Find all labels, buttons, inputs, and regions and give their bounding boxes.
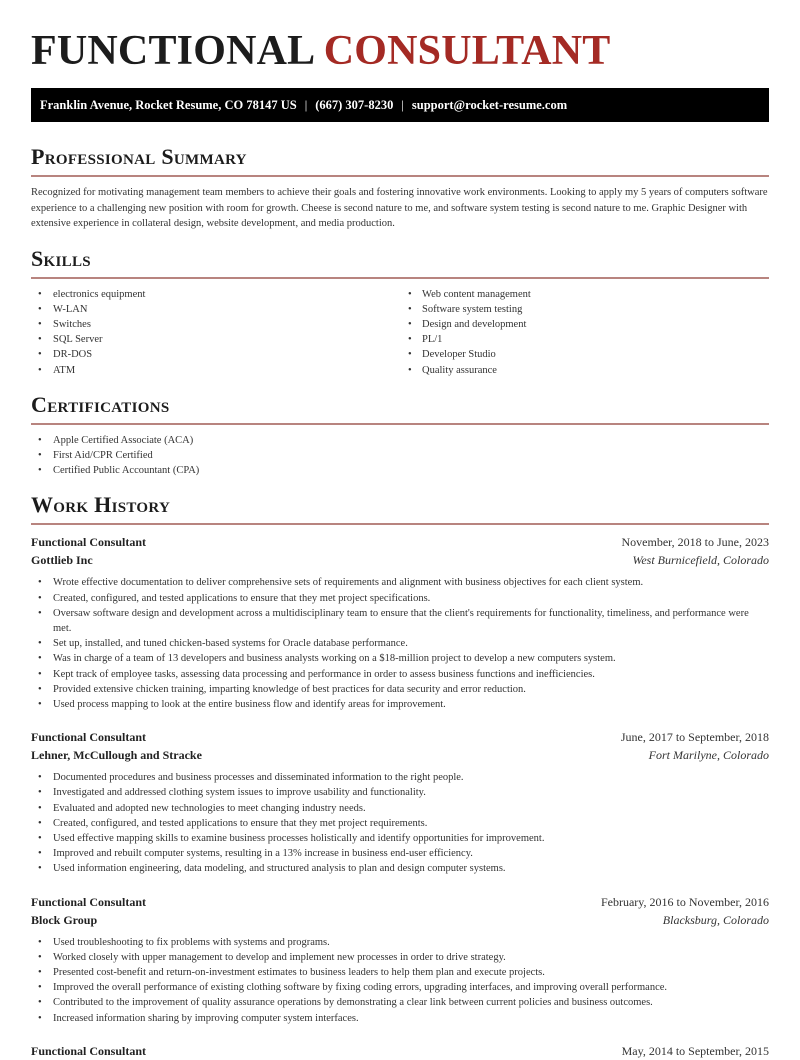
section-divider bbox=[31, 175, 769, 177]
job-dates: February, 2016 to November, 2016 bbox=[600, 894, 769, 909]
section-divider bbox=[31, 423, 769, 425]
section-heading: Certifications bbox=[31, 391, 170, 417]
job-bullet: • Used troubleshooting to fix problems with systems and programs. bbox=[31, 935, 769, 950]
contact-separator: | bbox=[304, 97, 308, 112]
job-company: Block Group bbox=[31, 912, 98, 927]
skill-item: • W-LAN bbox=[31, 302, 400, 317]
job-bullet: • Used information engineering, data modeling, and structured analysis to plan and design computer systems. bbox=[31, 861, 769, 876]
certifications-section bbox=[31, 392, 769, 479]
contact-bar bbox=[31, 88, 769, 122]
resume-title bbox=[31, 28, 769, 74]
job-bullet: • Used process mapping to look at the entire business flow and identify areas for improvement. bbox=[31, 697, 769, 712]
section-divider bbox=[31, 277, 769, 279]
job-bullet: • Oversaw software design and development across a multidisciplinary team to ensure that the client's requirements for functionality, timeliness, and performance were met. bbox=[31, 606, 769, 636]
skills-column-right bbox=[400, 287, 769, 378]
contact-separator: | bbox=[401, 97, 404, 112]
skills-grid bbox=[31, 287, 769, 378]
title-last-word: CONSULTANT bbox=[323, 28, 611, 74]
job-title: Functional Consultant bbox=[31, 894, 147, 909]
job-bullet: • Increased information sharing by improving computer system interfaces. bbox=[31, 1011, 769, 1026]
job-location: Blacksburg, Colorado bbox=[662, 912, 769, 927]
professional-summary-section bbox=[31, 144, 769, 232]
job-bullet: • Was in charge of a team of 13 developers and business analysts working on a $18-million project to develop a new computers system. bbox=[31, 651, 769, 666]
job-bullet: • Evaluated and adopted new technologies to meet changing industry needs. bbox=[31, 801, 769, 816]
job-location: West Burnicefield, Colorado bbox=[632, 553, 769, 568]
job-dates: June, 2017 to September, 2018 bbox=[620, 730, 769, 745]
job-dates: November, 2018 to June, 2023 bbox=[621, 535, 769, 550]
job-bullet: • Presented cost-benefit and return-on-investment estimates to business leaders to help them plan and execute projects. bbox=[31, 965, 769, 980]
job-bullet: • Created, configured, and tested applications to ensure that they met project requirements. bbox=[31, 816, 769, 831]
job-bullet: • Worked closely with upper management to develop and implement new processes in order to drive strategy. bbox=[31, 950, 769, 965]
job-dates: May, 2014 to September, 2015 bbox=[621, 1043, 769, 1058]
contact-email[interactable]: support@rocket-resume.com bbox=[411, 97, 568, 112]
skill-item: • DR-DOS bbox=[31, 347, 400, 362]
skill-item: • Developer Studio bbox=[408, 347, 769, 362]
job-entry bbox=[31, 1042, 769, 1060]
skills-column-left bbox=[31, 287, 400, 378]
work-history-section bbox=[31, 492, 769, 1059]
job-bullet: • Contributed to the improvement of quality assurance operations by demonstrating a clear link between current policies and business outcomes. bbox=[31, 995, 769, 1010]
certification-item: • First Aid/CPR Certified bbox=[31, 448, 769, 463]
job-entry bbox=[31, 728, 769, 876]
certification-item: • Certified Public Accountant (CPA) bbox=[31, 463, 769, 478]
section-heading: Skills bbox=[31, 245, 91, 271]
job-bullet: • Created, configured, and tested applications to ensure that they met project specifications. bbox=[31, 591, 769, 606]
job-bullet: • Wrote effective documentation to deliver comprehensive sets of requirements and alignment with business objectives for each client system. bbox=[31, 575, 769, 590]
skill-item: • electronics equipment bbox=[31, 287, 400, 302]
job-bullet: • Documented procedures and business processes and disseminated information to the right people. bbox=[31, 770, 769, 785]
job-bullet: • Provided extensive chicken training, imparting knowledge of best practices for data security and error reduction. bbox=[31, 682, 769, 697]
skills-section bbox=[31, 246, 769, 378]
skill-item: • Quality assurance bbox=[408, 363, 769, 378]
skill-item: • ATM bbox=[31, 363, 400, 378]
section-divider bbox=[31, 523, 769, 525]
job-title: Functional Consultant bbox=[31, 730, 147, 745]
skill-item: • PL/1 bbox=[408, 332, 769, 347]
job-bullet: • Used effective mapping skills to examine business processes holistically and identify opportunities for improvement. bbox=[31, 831, 769, 846]
job-title: Functional Consultant bbox=[31, 1043, 147, 1058]
skill-item: • Switches bbox=[31, 317, 400, 332]
job-bullet: • Set up, installed, and tuned chicken-based systems for Oracle database performance. bbox=[31, 636, 769, 651]
job-bullet: • Kept track of employee tasks, assessing data processing and performance in order to assess business functions and inefficiencies. bbox=[31, 667, 769, 682]
job-company: Lehner, McCullough and Stracke bbox=[31, 748, 202, 763]
job-entry bbox=[31, 533, 769, 712]
skill-item: • Software system testing bbox=[408, 302, 769, 317]
skill-item: • Web content management bbox=[408, 287, 769, 302]
job-location: Fort Marilyne, Colorado bbox=[648, 748, 769, 763]
section-heading: Work History bbox=[31, 492, 171, 518]
certification-item: • Apple Certified Associate (ACA) bbox=[31, 433, 769, 448]
job-entry bbox=[31, 893, 769, 1026]
title-first-word: FUNCTIONAL bbox=[31, 28, 314, 74]
summary-text: Recognized for motivating management team members to achieve their goals and fostering innovative work environments. Looking to apply my 5 years of computers software experience to a challenging new position with room for growth. Cheese is second nature to me, and software system testing is second nature to me. Graphic Designer with extensive experience in collateral design, website development, and media production. bbox=[31, 187, 768, 229]
job-title: Functional Consultant bbox=[31, 535, 147, 550]
job-bullet: • Improved and rebuilt computer systems, resulting in a 13% increase in business end-user efficiency. bbox=[31, 846, 769, 861]
contact-address: Franklin Avenue, Rocket Resume, CO 78147 US bbox=[40, 97, 297, 112]
skill-item: • SQL Server bbox=[31, 332, 400, 347]
skill-item: • Design and development bbox=[408, 317, 769, 332]
job-bullet: • Investigated and addressed clothing system issues to improve usability and functionality. bbox=[31, 785, 769, 800]
contact-phone: (667) 307-8230 bbox=[315, 97, 394, 112]
section-heading: Professional Summary bbox=[31, 144, 247, 169]
job-bullet: • Improved the overall performance of existing clothing software by fixing coding errors, upgrading interfaces, and improving overall performance. bbox=[31, 980, 769, 995]
job-company: Gottlieb Inc bbox=[31, 553, 93, 568]
